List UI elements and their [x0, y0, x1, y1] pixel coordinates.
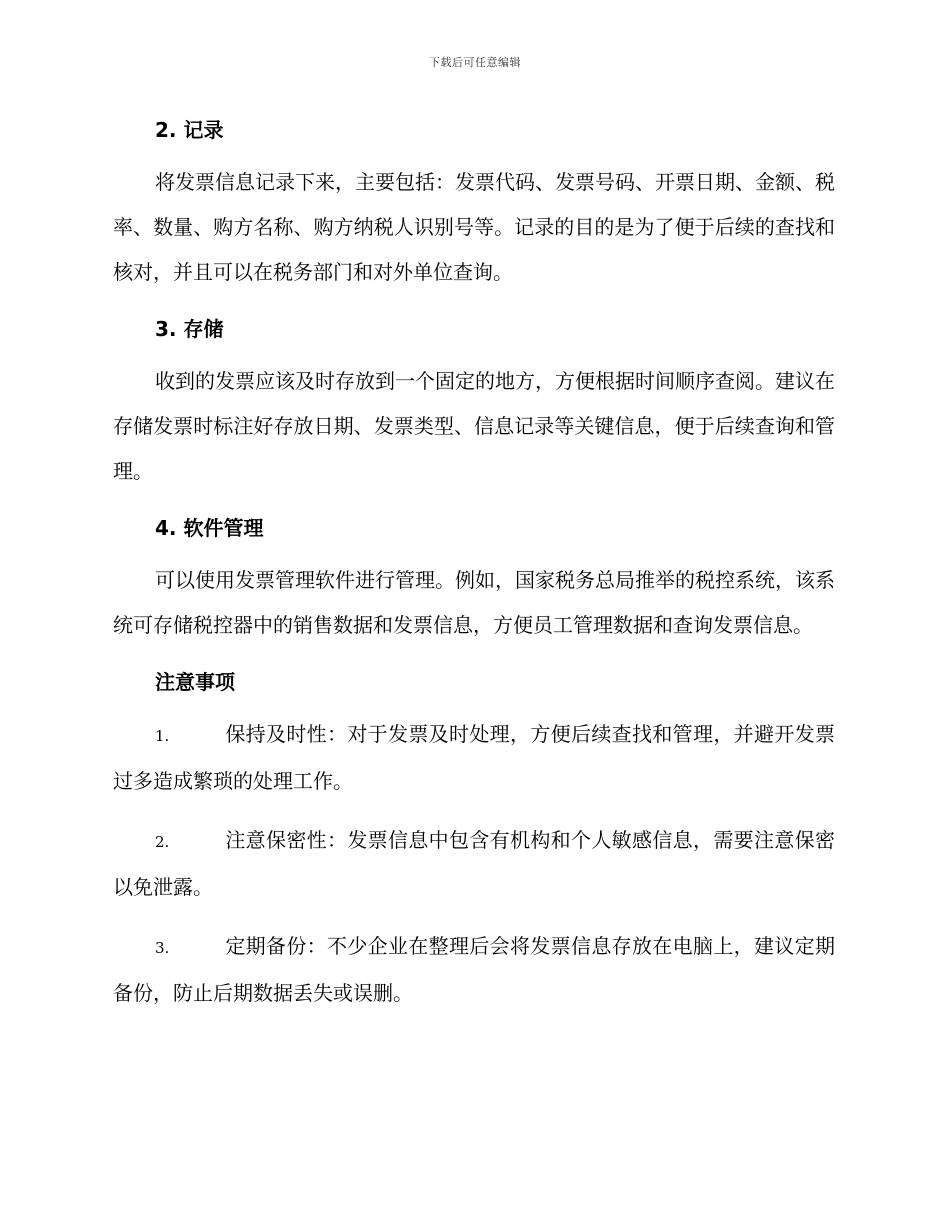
document-content: [113, 110, 835, 1030]
section-body-software: 可以使用发票管理软件进行管理。例如，国家税务总局推举的税控系统，该系统可存储税控器中的销售数据和发票信息，方便员工管理数据和查询发票信息。: [113, 568, 835, 637]
notes-list-item: [113, 712, 835, 804]
section-heading-software: 4. 软件管理: [155, 516, 264, 540]
notes-heading: 注意事项: [155, 670, 235, 694]
section-body-record: 将发票信息记录下来，主要包括：发票代码、发票号码、开票日期、金额、税率、数量、购方名称、购方纳税人识别号等。记录的目的是为了便于后续的查找和核对，并且可以在税务部门和对外单位查询。: [113, 170, 835, 284]
list-item-text: 定期备份：不少企业在整理后会将发票信息存放在电脑上，建议定期备份，防止后期数据丢失或误删。: [113, 934, 835, 1005]
page-header-note: 下载后可任意编辑: [429, 56, 521, 69]
list-item-number: 2.: [155, 833, 170, 851]
section-body-storage: 收到的发票应该及时存放到一个固定的地方，方便根据时间顺序查阅。建议在存储发票时标注好存放日期、发票类型、信息记录等关键信息，便于后续查询和管理。: [113, 369, 835, 483]
notes-list-item: [113, 924, 835, 1016]
list-item-number: 1.: [155, 727, 170, 745]
section-heading-record: 2. 记录: [155, 118, 224, 142]
list-item-number: 3.: [155, 939, 170, 957]
notes-list-item: [113, 818, 835, 910]
section-heading-storage: 3. 存储: [155, 317, 224, 341]
list-item-text: 注意保密性：发票信息中包含有机构和个人敏感信息，需要注意保密以免泄露。: [113, 828, 835, 899]
list-item-text: 保持及时性：对于发票及时处理，方便后续查找和管理，并避开发票过多造成繁琐的处理工作。: [113, 722, 835, 793]
